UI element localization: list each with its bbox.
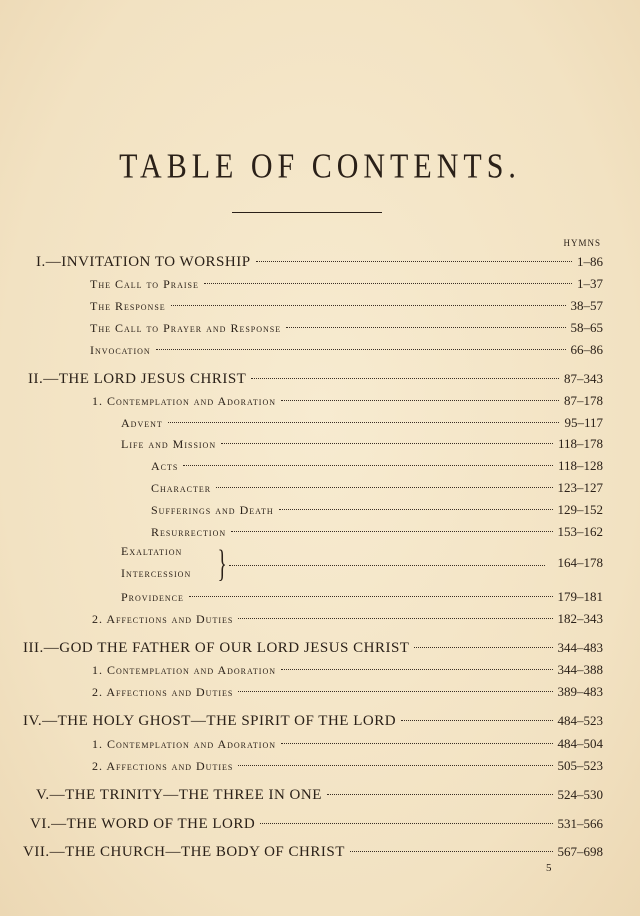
toc-entry-contemplation: [92, 660, 603, 680]
title-divider: [232, 212, 382, 213]
toc-entry-response: [90, 296, 603, 316]
hymn-range: 344–483: [557, 640, 603, 655]
leader-dots: [327, 794, 553, 795]
hymn-range: 95–117: [564, 415, 603, 430]
hymns-column-header: HYMNS: [563, 238, 601, 248]
hymn-range: 567–698: [557, 844, 603, 859]
entry-title: 2. Affections and Duties: [92, 612, 234, 626]
entry-title: The Call to Prayer and Response: [90, 321, 282, 335]
hymn-range: 179–181: [557, 589, 603, 604]
toc-section-4: [23, 711, 603, 731]
section-title: VI.—THE WORD OF THE LORD: [30, 816, 256, 832]
toc-entry-acts: [151, 456, 603, 476]
leader-dots: [221, 443, 553, 444]
leader-dots: [189, 596, 553, 597]
entry-title: The Call to Praise: [90, 277, 199, 291]
entry-title-exaltation: Exaltation: [121, 544, 183, 558]
hymn-range: 87–343: [564, 371, 603, 386]
section-title: III.—GOD THE FATHER OF OUR LORD JESUS CHRIST: [23, 640, 410, 656]
leader-dots: [281, 400, 559, 401]
leader-dots: [204, 283, 572, 284]
entry-title: 1. Contemplation and Adoration: [92, 737, 276, 751]
toc-entry-contemplation: [92, 391, 603, 411]
hymn-range: 38–57: [570, 298, 603, 313]
toc-entry-providence: [121, 587, 603, 607]
hymn-range: 531–566: [557, 816, 603, 831]
toc-section-1: [36, 252, 603, 272]
toc-entry-call-to-praise: [90, 274, 603, 294]
toc-entry-affections: [92, 682, 603, 702]
page-number: 5: [546, 862, 552, 874]
hymn-range: 389–483: [557, 684, 603, 699]
hymn-range: 1–37: [577, 276, 603, 291]
toc-section-5: [36, 785, 603, 805]
hymn-range: 524–530: [557, 787, 603, 802]
leader-dots: [286, 327, 565, 328]
hymn-range: 344–388: [557, 662, 603, 677]
toc-entry-invocation: [90, 340, 603, 360]
toc-entry-exaltation-intercession: [121, 544, 603, 586]
entry-title: Providence: [121, 590, 184, 604]
toc-entry-affections: [92, 756, 603, 776]
toc-section-3: [23, 638, 603, 658]
entry-title: Acts: [151, 459, 179, 473]
leader-dots: [229, 565, 545, 566]
hymn-range: 484–523: [557, 713, 603, 728]
toc-entry-resurrection: [151, 522, 603, 542]
hymn-range: 87–178: [564, 393, 603, 408]
hymn-range: 129–152: [557, 502, 603, 517]
toc-section-2: [28, 369, 603, 389]
hymn-range: 66–86: [570, 342, 603, 357]
section-title: IV.—THE HOLY GHOST—THE SPIRIT OF THE LORD: [23, 713, 397, 729]
leader-dots: [251, 378, 559, 379]
leader-dots: [414, 647, 552, 648]
hymn-range: 182–343: [557, 611, 603, 626]
entry-title: 1. Contemplation and Adoration: [92, 394, 276, 408]
hymn-range: 484–504: [557, 736, 603, 751]
hymn-range: 58–65: [570, 320, 603, 335]
toc-entry-call-to-prayer: [90, 318, 603, 338]
leader-dots: [238, 618, 552, 619]
section-title: I.—INVITATION TO WORSHIP: [36, 254, 251, 270]
hymn-range: 164–178: [557, 555, 603, 570]
leader-dots: [238, 765, 552, 766]
page-title: TABLE OF CONTENTS.: [119, 147, 521, 186]
hymn-range: 505–523: [557, 758, 603, 773]
hymn-range: 118–128: [557, 458, 603, 473]
section-title: VII.—THE CHURCH—THE BODY OF CHRIST: [23, 844, 345, 860]
hymn-range: 153–162: [557, 524, 603, 539]
leader-dots: [281, 669, 553, 670]
leader-dots: [256, 261, 572, 262]
section-title: II.—THE LORD JESUS CHRIST: [28, 371, 247, 387]
toc-entry-sufferings-and-death: [151, 500, 603, 520]
entry-title: Resurrection: [151, 525, 227, 539]
leader-dots: [156, 349, 566, 350]
entry-title: 2. Affections and Duties: [92, 685, 234, 699]
toc-section-6: [30, 814, 603, 834]
brace-bracket: }: [217, 543, 227, 585]
leader-dots: [168, 422, 560, 423]
hymn-range: 123–127: [557, 480, 603, 495]
hymn-range: 118–178: [557, 436, 603, 451]
entry-title: 2. Affections and Duties: [92, 759, 234, 773]
toc-entry-contemplation: [92, 734, 603, 754]
leader-dots: [260, 823, 552, 824]
leader-dots: [238, 691, 552, 692]
section-title: V.—THE TRINITY—THE THREE IN ONE: [36, 787, 322, 803]
leader-dots: [350, 851, 553, 852]
leader-dots: [401, 720, 552, 721]
hymn-range: 1–86: [577, 254, 603, 269]
entry-title: Invocation: [90, 343, 151, 357]
toc-entry-life-and-mission: [121, 434, 603, 454]
entry-title: Sufferings and Death: [151, 503, 274, 517]
leader-dots: [281, 743, 553, 744]
entry-title: Life and Mission: [121, 437, 217, 451]
entry-title: 1. Contemplation and Adoration: [92, 663, 276, 677]
toc-entry-advent: [121, 413, 603, 433]
leader-dots: [171, 305, 566, 306]
toc-section-7: [23, 842, 603, 862]
toc-entry-character: [151, 478, 603, 498]
leader-dots: [231, 531, 552, 532]
entry-title-intercession: Intercession: [121, 566, 192, 580]
entry-title: Character: [151, 481, 212, 495]
leader-dots: [216, 487, 552, 488]
entry-title: The Response: [90, 299, 166, 313]
toc-entry-affections: [92, 609, 603, 629]
entry-title: Advent: [121, 416, 163, 430]
leader-dots: [183, 465, 553, 466]
leader-dots: [279, 509, 553, 510]
